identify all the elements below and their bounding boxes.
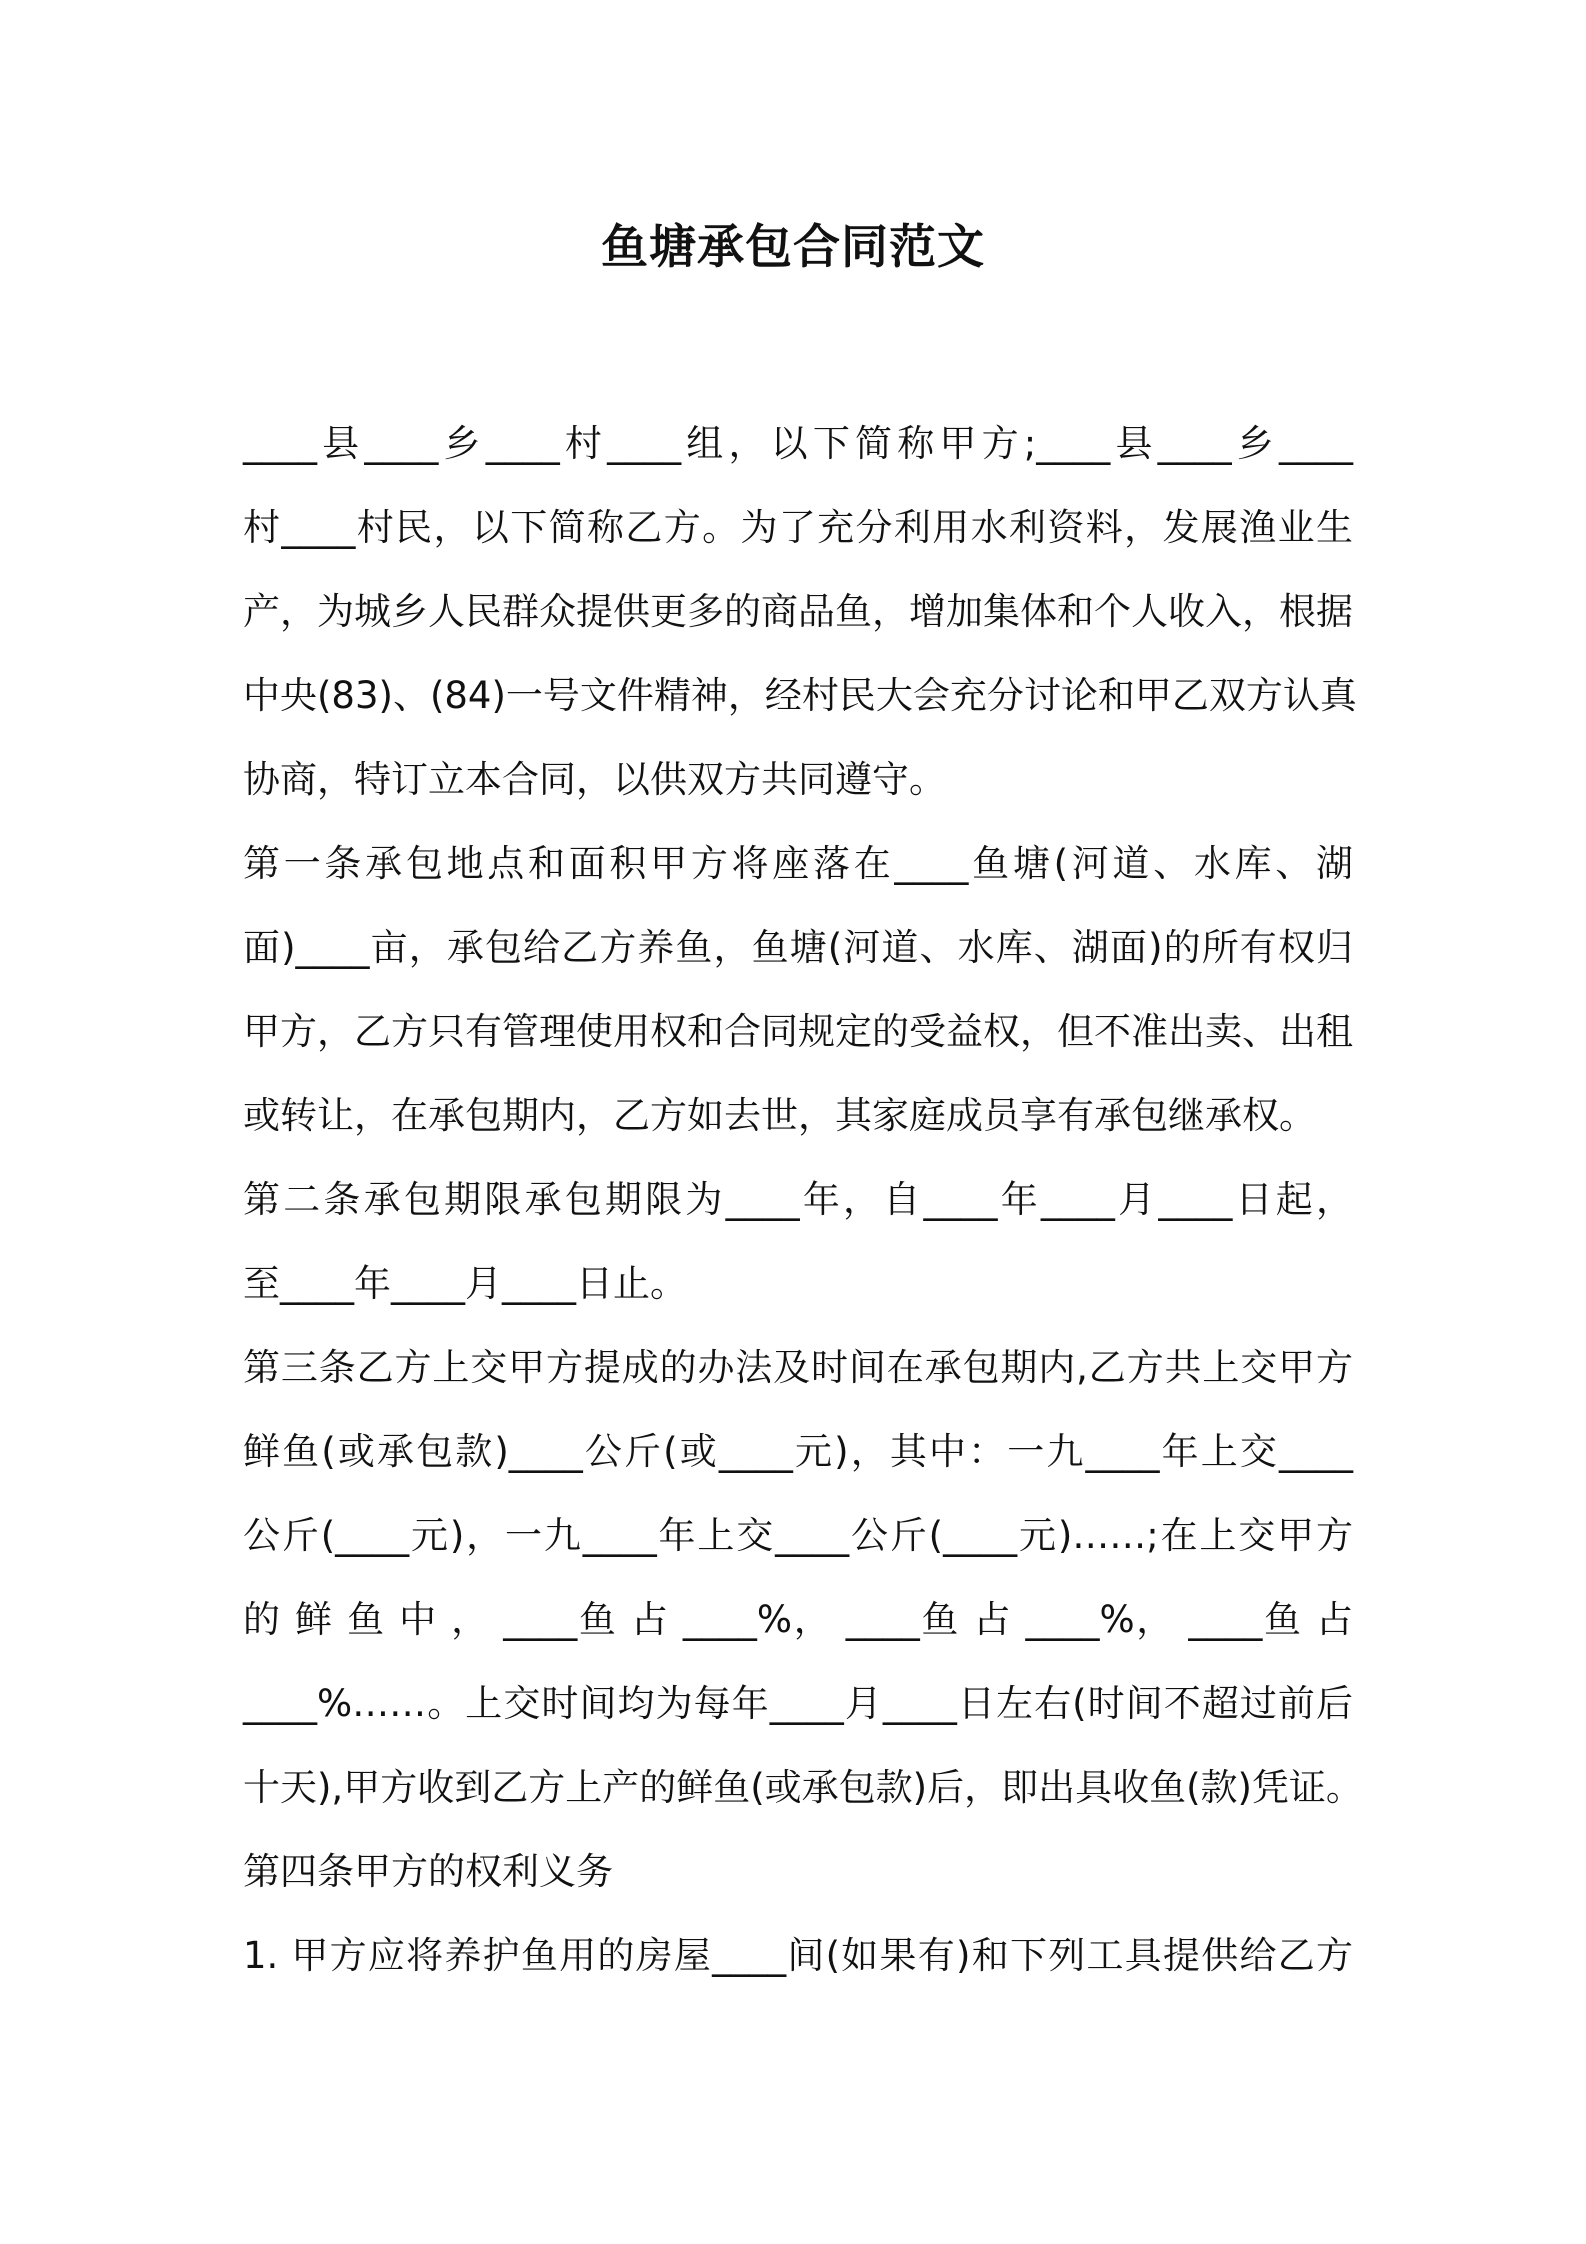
text-line: 或转让，在承包期内，乙方如去世，其家庭成员享有承包继承权。	[243, 1094, 1316, 1137]
text-line: 公斤(____元)，一九____年上交____公斤(____元)……;在上交甲方	[243, 1514, 1353, 1557]
text-line: 村____村民，以下简称乙方。为了充分利用水利资料，发展渔业生	[243, 506, 1353, 549]
text-line: 第二条承包期限承包期限为____年，自____年____月____日起，	[243, 1178, 1353, 1221]
text-line: 面)____亩，承包给乙方养鱼，鱼塘(河道、水库、湖面)的所有权归	[243, 926, 1353, 969]
document-body	[243, 402, 1363, 1998]
text-line: 中央(83)、(84)一号文件精神，经村民大会充分讨论和甲乙双方认真	[243, 674, 1357, 717]
text-line: 1. 甲方应将养护鱼用的房屋____间(如果有)和下列工具提供给乙方	[243, 1934, 1353, 1977]
text-line: ____%……。上交时间均为每年____月____日左右(时间不超过前后	[243, 1682, 1353, 1725]
text-line: 第一条承包地点和面积甲方将座落在____鱼塘(河道、水库、湖	[243, 842, 1353, 885]
document-title: 鱼塘承包合同范文	[601, 220, 985, 275]
text-line: 第三条乙方上交甲方提成的办法及时间在承包期内,乙方共上交甲方	[243, 1346, 1353, 1389]
text-line: 十天),甲方收到乙方上产的鲜鱼(或承包款)后，即出具收鱼(款)凭证。	[243, 1766, 1363, 1809]
text-line: 鲜鱼(或承包款)____公斤(或____元)，其中：一九____年上交____	[243, 1430, 1353, 1473]
text-line: ____县____乡____村____组，以下简称甲方;____县____乡____	[243, 422, 1353, 465]
text-line: 协商，特订立本合同，以供双方共同遵守。	[243, 758, 946, 801]
text-line: 至____年____月____日止。	[243, 1262, 687, 1305]
text-line: 甲方，乙方只有管理使用权和合同规定的受益权，但不准出卖、出租	[243, 1010, 1353, 1053]
text-line: 产，为城乡人民群众提供更多的商品鱼，增加集体和个人收入，根据	[243, 590, 1353, 633]
text-line: 的 鲜 鱼 中 ， ____鱼 占 ____%， ____鱼 占 ____%， ____鱼 占	[243, 1598, 1353, 1641]
section-heading: 第四条甲方的权利义务	[243, 1850, 613, 1893]
